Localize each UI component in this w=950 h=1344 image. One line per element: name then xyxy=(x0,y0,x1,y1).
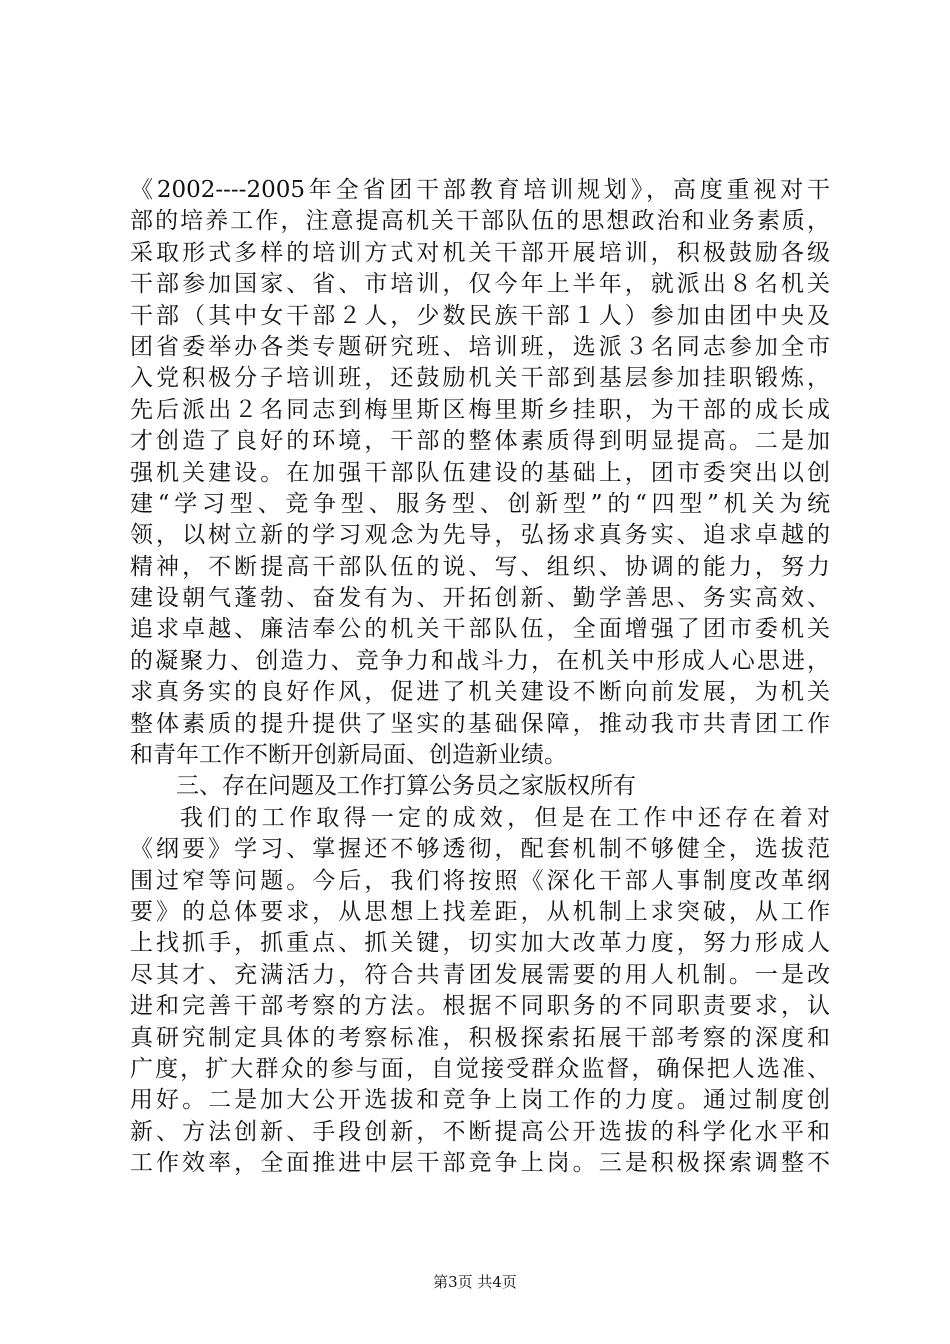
text-line: 才创造了良好的环境，干部的整体素质得到明显提高。二是加 xyxy=(130,428,830,455)
text-line: 的凝聚力、创造力、竞争力和战斗力，在机关中形成人心思进， xyxy=(130,647,830,674)
text-line: 《纲要》学习、掌握还不够透彻，配套机制不够健全，选拔范 xyxy=(130,836,830,863)
text-line: 《2002----2005年全省团干部教育培训规划》，高度重视对干 xyxy=(130,177,830,203)
text-line: 尽其才、充满活力，符合共青团发展需要的用人机制。一是改 xyxy=(130,961,830,988)
text-line: 精神，不断提高干部队伍的说、写、组织、协调的能力，努力 xyxy=(130,553,830,580)
text-line: 广度，扩大群众的参与面，自觉接受群众监督，确保把人选准、 xyxy=(130,1055,830,1082)
page-number-footer: 第3页 共4页 xyxy=(433,1273,517,1291)
text-line: 用好。二是加大公开选拔和竞争上岗工作的力度。通过制度创 xyxy=(130,1087,830,1114)
section-heading: 三、存在问题及工作打算公务员之家版权所有 xyxy=(176,773,636,800)
text-line: 强机关建设。在加强干部队伍建设的基础上，团市委突出以创 xyxy=(130,459,830,486)
text-line: 求真务实的良好作风，促进了机关建设不断向前发展，为机关 xyxy=(130,679,830,706)
text-line: 上找抓手，抓重点、抓关键，切实加大改革力度，努力形成人 xyxy=(130,930,830,957)
text-line: 围过窄等问题。今后，我们将按照《深化干部人事制度改革纲 xyxy=(130,867,830,894)
text-line: 采取形式多样的培训方式对机关干部开展培训，积极鼓励各级 xyxy=(130,239,830,266)
text-line: 追求卓越、廉洁奉公的机关干部队伍，全面增强了团市委机关 xyxy=(130,616,830,643)
text-line: 领，以树立新的学习观念为先导，弘扬求真务实、追求卓越的 xyxy=(130,522,830,549)
document-body xyxy=(130,175,830,1180)
text-line: 入党积极分子培训班，还鼓励机关干部到基层参加挂职锻炼， xyxy=(130,365,830,392)
text-line: 部的培养工作，注意提高机关干部队伍的思想政治和业务素质， xyxy=(130,208,830,235)
text-line: 新、方法创新、手段创新，不断提高公开选拔的科学化水平和 xyxy=(130,1118,830,1145)
text-line: 建“学习型、竞争型、服务型、创新型”的“四型”机关为统 xyxy=(130,490,830,517)
text-line: 干部参加国家、省、市培训，仅今年上半年，就派出８名机关 xyxy=(130,271,830,298)
text-line: 要》的总体要求，从思想上找差距，从机制上求突破，从工作 xyxy=(130,898,830,925)
text-line: 进和完善干部考察的方法。根据不同职务的不同职责要求，认 xyxy=(130,993,830,1020)
text-line: 先后派出２名同志到梅里斯区梅里斯乡挂职，为干部的成长成 xyxy=(130,396,830,423)
text-line: 工作效率，全面推进中层干部竞争上岗。三是积极探索调整不 xyxy=(130,1150,830,1177)
text-line: 真研究制定具体的考察标准，积极探索拓展干部考察的深度和 xyxy=(130,1024,830,1051)
text-line: 团省委举办各类专题研究班、培训班，选派３名同志参加全市 xyxy=(130,333,830,360)
text-line: 和青年工作不断开创新局面、创造新业绩。 xyxy=(130,742,567,769)
text-line: 我们的工作取得一定的成效，但是在工作中还存在着对 xyxy=(180,804,830,831)
text-line: 干部（其中女干部２人，少数民族干部１人）参加由团中央及 xyxy=(130,302,830,329)
text-line: 建设朝气蓬勃、奋发有为、开拓创新、勤学善思、务实高效、 xyxy=(130,585,830,612)
text-line: 整体素质的提升提供了坚实的基础保障，推动我市共青团工作 xyxy=(130,710,830,737)
